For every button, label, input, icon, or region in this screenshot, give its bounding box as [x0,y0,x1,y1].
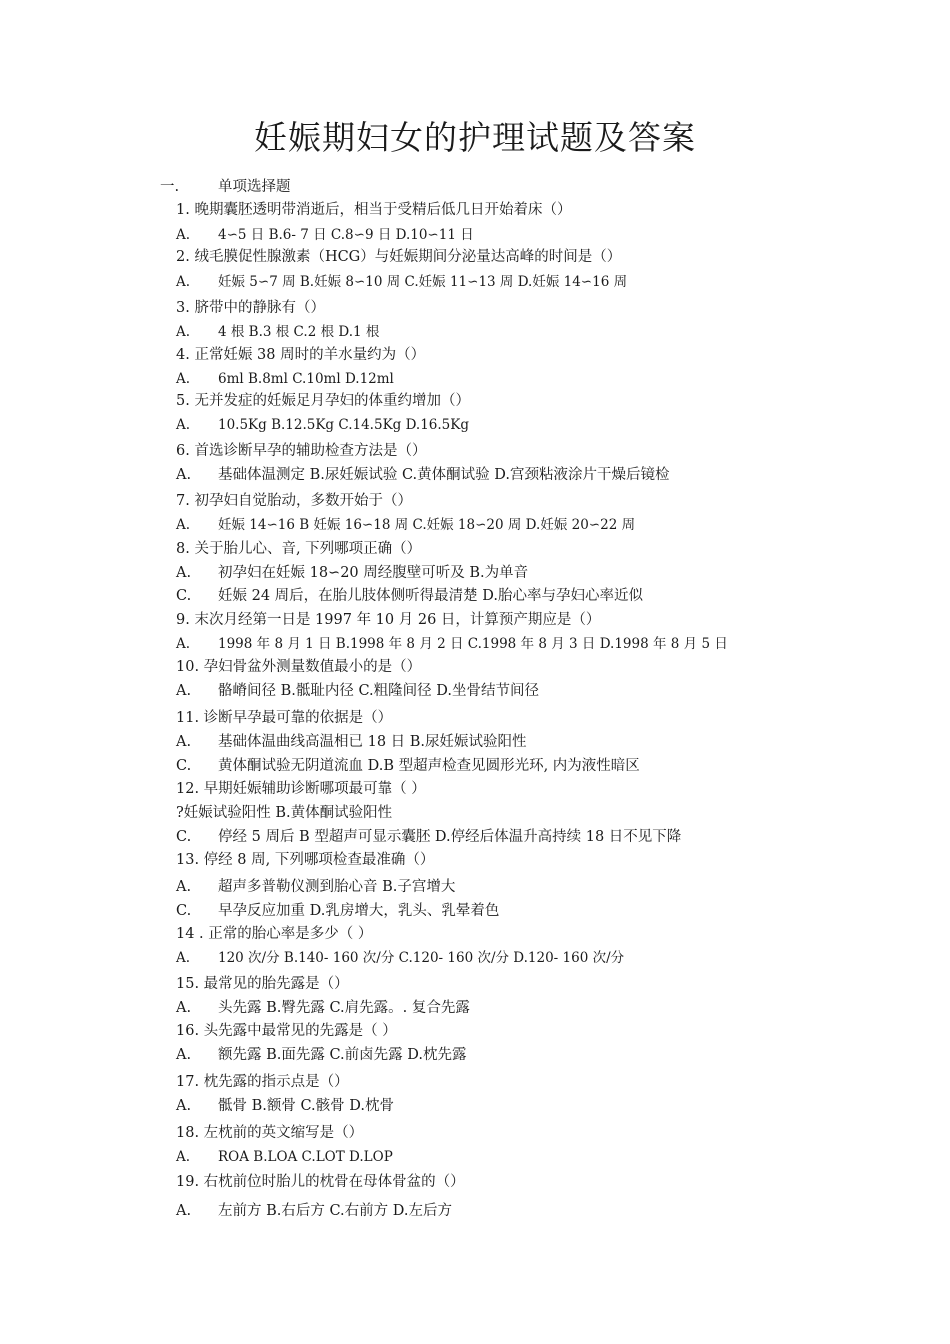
option-text: 头先露 B.臀先露 C.肩先露。. 复合先露 [218,1000,470,1016]
option-label: C. [176,588,192,604]
question-12: 12. 早期妊娠辅助诊断哪项最可靠（ ） [176,781,426,797]
option-text: 4∽5 日 B.6- 7 日 C.8∽9 日 D.10∽11 日 [218,227,474,243]
question-3: 3. 脐带中的静脉有（） [176,300,325,316]
question-7: 7. 初孕妇自觉胎动，多数开始于（） [176,493,412,509]
option-text: 额先露 B.面先露 C.前卤先露 D.枕先露 [218,1047,467,1063]
section-heading: 单项选择题 [218,179,291,195]
option-text: 6ml B.8ml C.10ml D.12ml [218,371,394,387]
option-label: A. [176,417,191,433]
option-label: A. [176,467,192,483]
option-label: A. [176,734,192,750]
option-text: 初孕妇在妊娠 18∽20 周经腹壁可听及 B.为单音 [218,565,529,581]
question-14: 14 . 正常的胎心率是多少（ ） [176,926,373,942]
option-line: ?妊娠试验阳性 B.黄体酮试验阳性 [176,805,393,821]
question-4: 4. 正常妊娠 38 周时的羊水量约为（） [176,347,426,363]
question-17: 17. 枕先露的指示点是（） [176,1074,349,1090]
question-11: 11. 诊断早孕最可靠的依据是（） [176,710,393,726]
question-18: 18. 左枕前的英文缩写是（） [176,1125,364,1141]
section-number: 一. [160,179,180,195]
option-text: 骶骨 B.额骨 C.骸骨 D.枕骨 [218,1098,394,1114]
option-text: 1998 年 8 月 1 日 B.1998 年 8 月 2 日 C.1998 年 8 月 3 日 D.1998 年 8 月 5 日 [218,636,728,652]
option-label: A. [176,371,191,387]
option-label: A. [176,950,191,966]
option-text: 基础体温测定 B.尿妊娠试验 C.黄体酮试验 D.宫颈粘液涂片干燥后镜检 [218,467,670,483]
option-label: A. [176,1203,192,1219]
option-label: A. [176,274,191,290]
question-8: 8. 关于胎儿心、音, 下列哪项正确（） [176,541,422,557]
option-label: A. [176,879,192,895]
option-label: A. [176,517,191,533]
question-10: 10. 孕妇骨盆外测量数值最小的是（） [176,659,422,675]
option-label: A. [176,324,191,340]
question-19: 19. 右枕前位时胎儿的枕骨在母体骨盆的（） [176,1174,465,1190]
option-text: ROA B.LOA C.LOT D.LOP [218,1149,393,1165]
option-text: 基础体温曲线高温相已 18 日 B.尿妊娠试验阳性 [218,734,527,750]
question-6: 6. 首选诊断早孕的辅助检查方法是（） [176,443,427,459]
question-9: 9. 末次月经第一日是 1997 年 10 月 26 日，计算预产期应是（） [176,612,601,628]
question-5: 5. 无并发症的妊娠足月孕妇的体重约增加（） [176,393,470,409]
option-text: 停经 5 周后 B 型超声可显示囊胚 D.停经后体温升高持续 18 日不见下降 [218,829,682,845]
question-16: 16. 头先露中最常见的先露是（ ） [176,1023,397,1039]
option-text: 骼嵴间径 B.骶耻内径 C.粗隆间径 D.坐骨结节间径 [218,683,539,699]
document-title: 妊娠期妇女的护理试题及答案 [254,118,696,157]
option-label: A. [176,227,191,243]
question-15: 15. 最常见的胎先露是（） [176,976,349,992]
option-label: C. [176,758,192,774]
option-label: A. [176,1098,192,1114]
option-label: C. [176,903,192,919]
option-text: 120 次/分 B.140- 160 次/分 C.120- 160 次/分 D.120- 160 次/分 [218,950,625,966]
option-label: C. [176,829,192,845]
option-text: 妊娠 5∽7 周 B.妊娠 8∽10 周 C.妊娠 11∽13 周 D.妊娠 14∽16 周 [218,274,628,290]
question-1: 1. 晚期囊胚透明带消逝后，相当于受精后低几日开始着床（） [176,202,572,218]
option-text: 黄体酮试验无阴道流血 D.B 型超声检查见圆形光环, 内为液性暗区 [218,758,640,774]
option-text: 早孕反应加重 D.乳房增大，乳头、乳晕着色 [218,903,500,919]
question-13: 13. 停经 8 周, 下列哪项检查最准确（） [176,852,435,868]
option-text: 左前方 B.右后方 C.右前方 D.左后方 [218,1203,452,1219]
option-label: A. [176,636,191,652]
option-text: 10.5Kg B.12.5Kg C.14.5Kg D.16.5Kg [218,417,470,433]
option-text: 超声多普勒仪测到胎心音 B.子宫增大 [218,879,456,895]
option-text: 4 根 B.3 根 C.2 根 D.1 根 [218,324,380,340]
option-label: A. [176,1149,191,1165]
option-text: 妊娠 24 周后，在胎儿肢体侧听得最清楚 D.胎心率与孕妇心率近似 [218,588,643,604]
option-text: 妊娠 14∽16 B 妊娠 16∽18 周 C.妊娠 18∽20 周 D.妊娠 20∽22 周 [218,517,636,533]
option-label: A. [176,683,192,699]
option-label: A. [176,565,192,581]
option-label: A. [176,1000,192,1016]
question-2: 2. 绒毛膜促性腺激素（HCG）与妊娠期间分泌量达高峰的时间是（） [176,249,622,265]
option-label: A. [176,1047,192,1063]
